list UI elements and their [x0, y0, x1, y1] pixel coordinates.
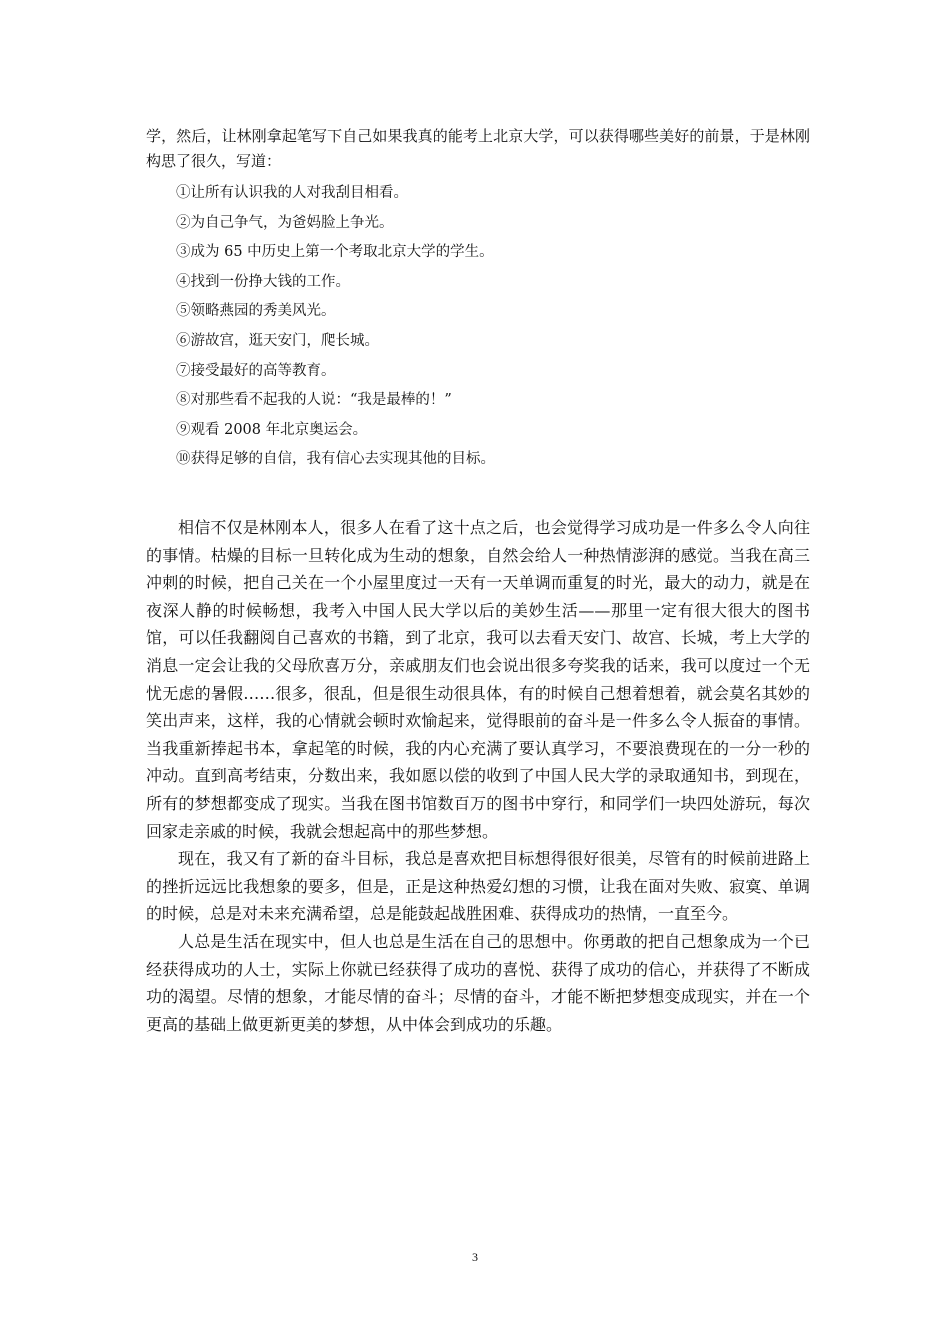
intro-paragraph: 学，然后，让林刚拿起笔写下自己如果我真的能考上北京大学，可以获得哪些美好的前景，于是林刚构思了很久，写道：: [146, 127, 810, 170]
goal-item: ⑥游故宫，逛天安门，爬长城。: [176, 332, 379, 349]
goal-item: ①让所有认识我的人对我刮目相看。: [176, 185, 408, 201]
body-paragraph: 人总是生活在现实中，但人也总是生活在自己的思想中。你勇敢的把自己想象成为一个已经获得成功的人士，实际上你就已经获得了成功的喜悦、获得了成功的信心，并获得了不断成功的渴望。尽情的想象，才能尽情的奋斗；尽情的奋斗，才能不断把梦想变成现实，并在一个更高的基础上做更新更美的梦想，从中体会到成功的乐趣。: [146, 931, 810, 1034]
goal-item: ③成为 65 中历史上第一个考取北京大学的学生。: [176, 244, 494, 261]
page-number: 3: [472, 1250, 478, 1264]
body-paragraph: 相信不仅是林刚本人，很多人在看了这十点之后，也会觉得学习成功是一件多么令人向往的事情。枯燥的目标一旦转化成为生动的想象，自然会给人一种热情澎湃的感觉。当我在高三冲刺的时候，把自己关在一个小屋里度过一天有一天单调而重复的时光，最大的动力，就是在夜深人静的时候畅想，我考入中国人民大学以后的美妙生活——那里一定有很大很大的图书馆，可以任我翻阅自己喜欢的书籍，到了北京，我可以去看天安门、故宫、长城，考上大学的消息一定会让我的父母欣喜万分，亲戚朋友们也会说出很多夸奖我的话来，我可以度过一个无忧无虑的暑假……很多，很乱，但是很生动很具体，有的时候自己想着想着，就会莫名其妙的笑出声来，这样，我的心情就会顿时欢愉起来，觉得眼前的奋斗是一件多么令人振奋的事情。当我重新捧起书本，拿起笔的时候，我的内心充满了要认真学习，不要浪费现在的一分一秒的冲动。直到高考结束，分数出来，我如愿以偿的收到了中国人民大学的录取通知书，到现在，所有的梦想都变成了现实。当我在图书馆数百万的图书中穿行，和同学们一块四处游玩，每次回家走亲戚的时候，我就会想起高中的那些梦想。: [146, 518, 810, 841]
goal-item: ⑦接受最好的高等教育。: [176, 362, 336, 379]
goal-item: ⑧对那些看不起我的人说：“我是最棒的！”: [176, 392, 452, 409]
goals-list: [176, 179, 495, 475]
body-text: [146, 514, 810, 1038]
goal-item: ⑩获得足够的自信，我有信心去实现其他的目标。: [176, 451, 495, 468]
goal-item: ②为自己争气，为爸妈脸上争光。: [176, 214, 394, 231]
goal-item: ⑨观看 2008 年北京奥运会。: [176, 421, 368, 438]
goal-item: ⑤领略燕园的秀美风光。: [176, 303, 336, 320]
goal-item: ④找到一份挣大钱的工作。: [176, 273, 350, 290]
body-paragraph: 现在，我又有了新的奋斗目标，我总是喜欢把目标想得很好很美，尽管有的时候前进路上的挫折远远比我想象的要多，但是，正是这种热爱幻想的习惯，让我在面对失败、寂寞、单调的时候，总是对未来充满希望，总是能鼓起战胜困难、获得成功的热情，一直至今。: [146, 849, 810, 924]
